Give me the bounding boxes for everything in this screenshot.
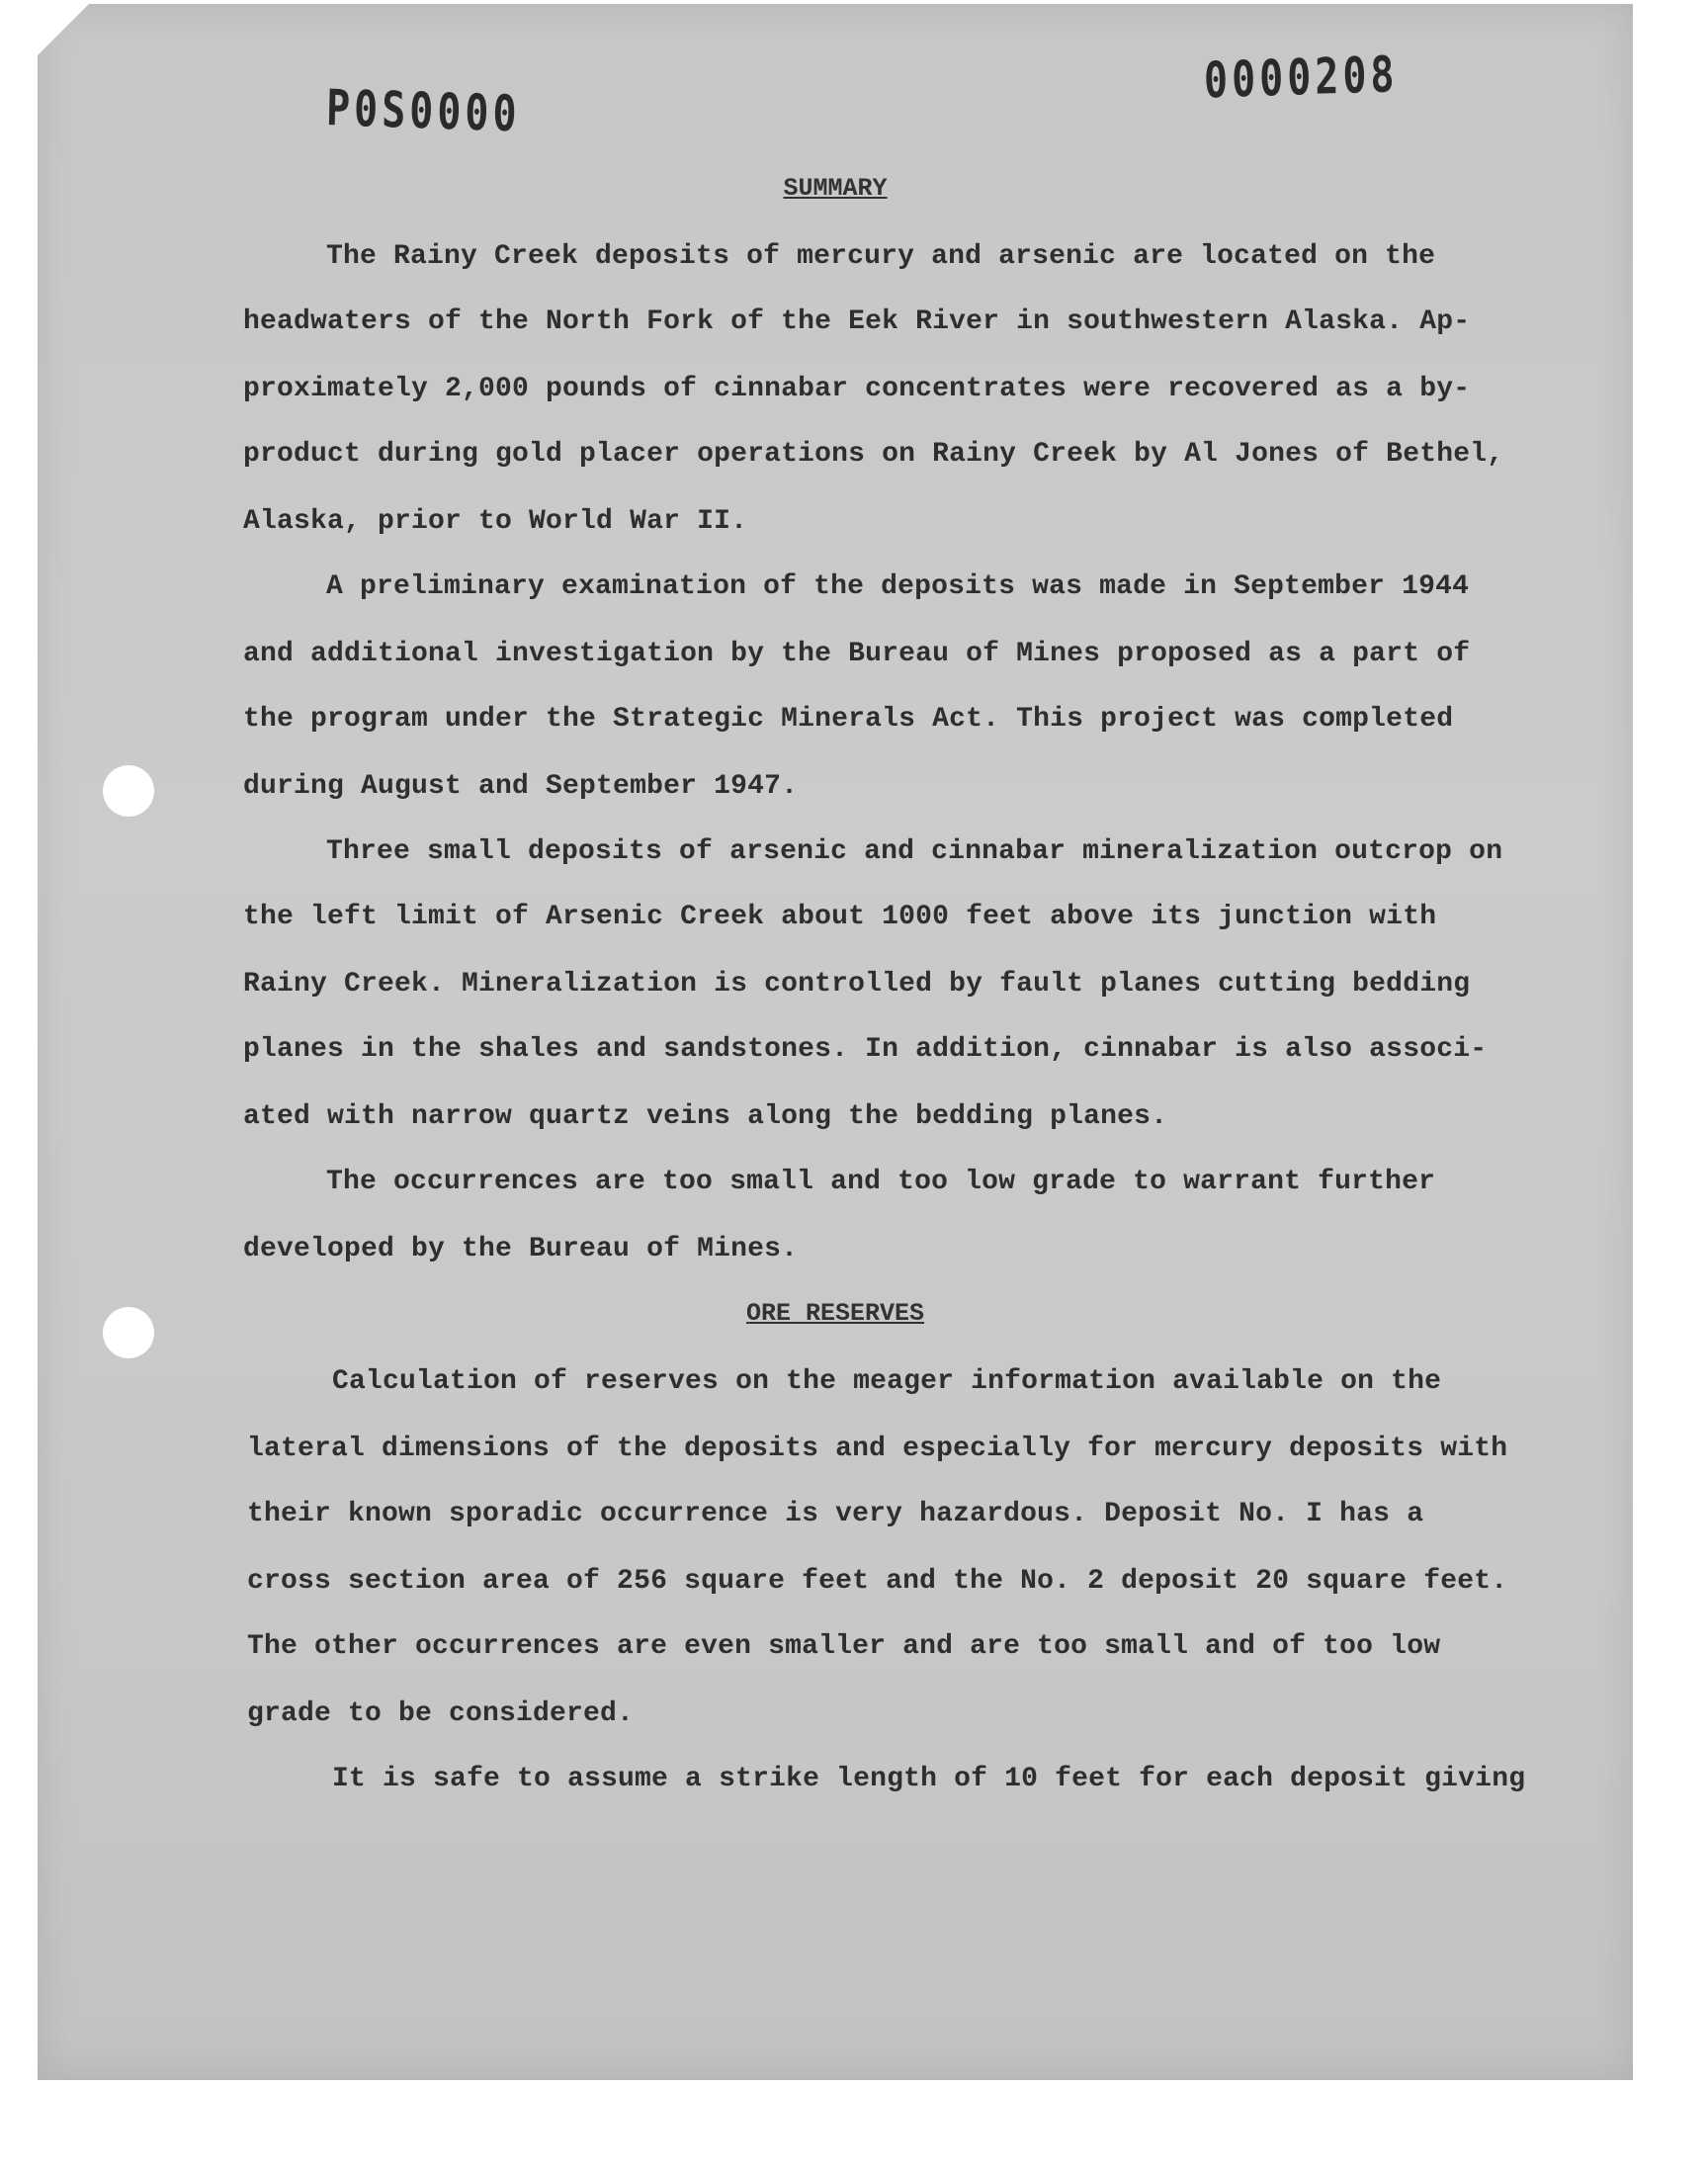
summary-line: during August and September 1947. — [243, 771, 799, 802]
ore-reserves-line: lateral dimensions of the deposits and especially for mercury deposits with — [247, 1434, 1508, 1464]
ore-reserves-line: Calculation of reserves on the meager information available on the — [332, 1366, 1442, 1397]
punch-hole-upper — [103, 765, 154, 817]
stamp-left: P0S0000 — [325, 80, 522, 143]
summary-heading: SUMMARY — [783, 174, 888, 203]
summary-line: Rainy Creek. Mineralization is controlled by fault planes cutting bedding — [243, 969, 1471, 1000]
summary-line: Three small deposits of arsenic and cinnabar mineralization outcrop on — [326, 836, 1503, 867]
summary-line: the program under the Strategic Minerals Act. This project was completed — [243, 704, 1454, 735]
summary-line: the left limit of Arsenic Creek about 1000 feet above its junction with — [243, 902, 1437, 932]
summary-line: The Rainy Creek deposits of mercury and arsenic are located on the — [326, 241, 1436, 272]
summary-line: and additional investigation by the Bureau of Mines proposed as a part of — [243, 639, 1471, 669]
summary-line: planes in the shales and sandstones. In addition, cinnabar is also associ- — [243, 1034, 1488, 1065]
ore-reserves-line: It is safe to assume a strike length of 10 feet for each deposit giving — [332, 1764, 1526, 1794]
paper-sheet — [38, 4, 1633, 2080]
ore-reserves-line: their known sporadic occurrence is very hazardous. Deposit No. I has a — [247, 1499, 1424, 1529]
folded-corner — [38, 4, 89, 55]
ore-reserves-line: grade to be considered. — [247, 1698, 635, 1729]
summary-line: headwaters of the North Fork of the Eek River in southwestern Alaska. Ap- — [243, 306, 1471, 337]
summary-line: The occurrences are too small and too low grade to warrant further — [326, 1167, 1436, 1197]
ore-reserves-line: The other occurrences are even smaller and are too small and of too low — [247, 1631, 1441, 1662]
summary-line: A preliminary examination of the deposits was made in September 1944 — [326, 571, 1470, 602]
stamp-right: 0000208 — [1203, 46, 1400, 110]
summary-line: proximately 2,000 pounds of cinnabar concentrates were recovered as a by- — [243, 374, 1471, 404]
summary-line: Alaska, prior to World War II. — [243, 506, 748, 537]
summary-line: product during gold placer operations on Rainy Creek by Al Jones of Bethel, — [243, 439, 1504, 470]
ore-reserves-heading: ORE RESERVES — [745, 1299, 925, 1328]
summary-line: developed by the Bureau of Mines. — [243, 1234, 799, 1264]
summary-line: ated with narrow quartz veins along the bedding planes. — [243, 1101, 1168, 1132]
ore-reserves-line: cross section area of 256 square feet and the No. 2 deposit 20 square feet. — [247, 1566, 1508, 1597]
